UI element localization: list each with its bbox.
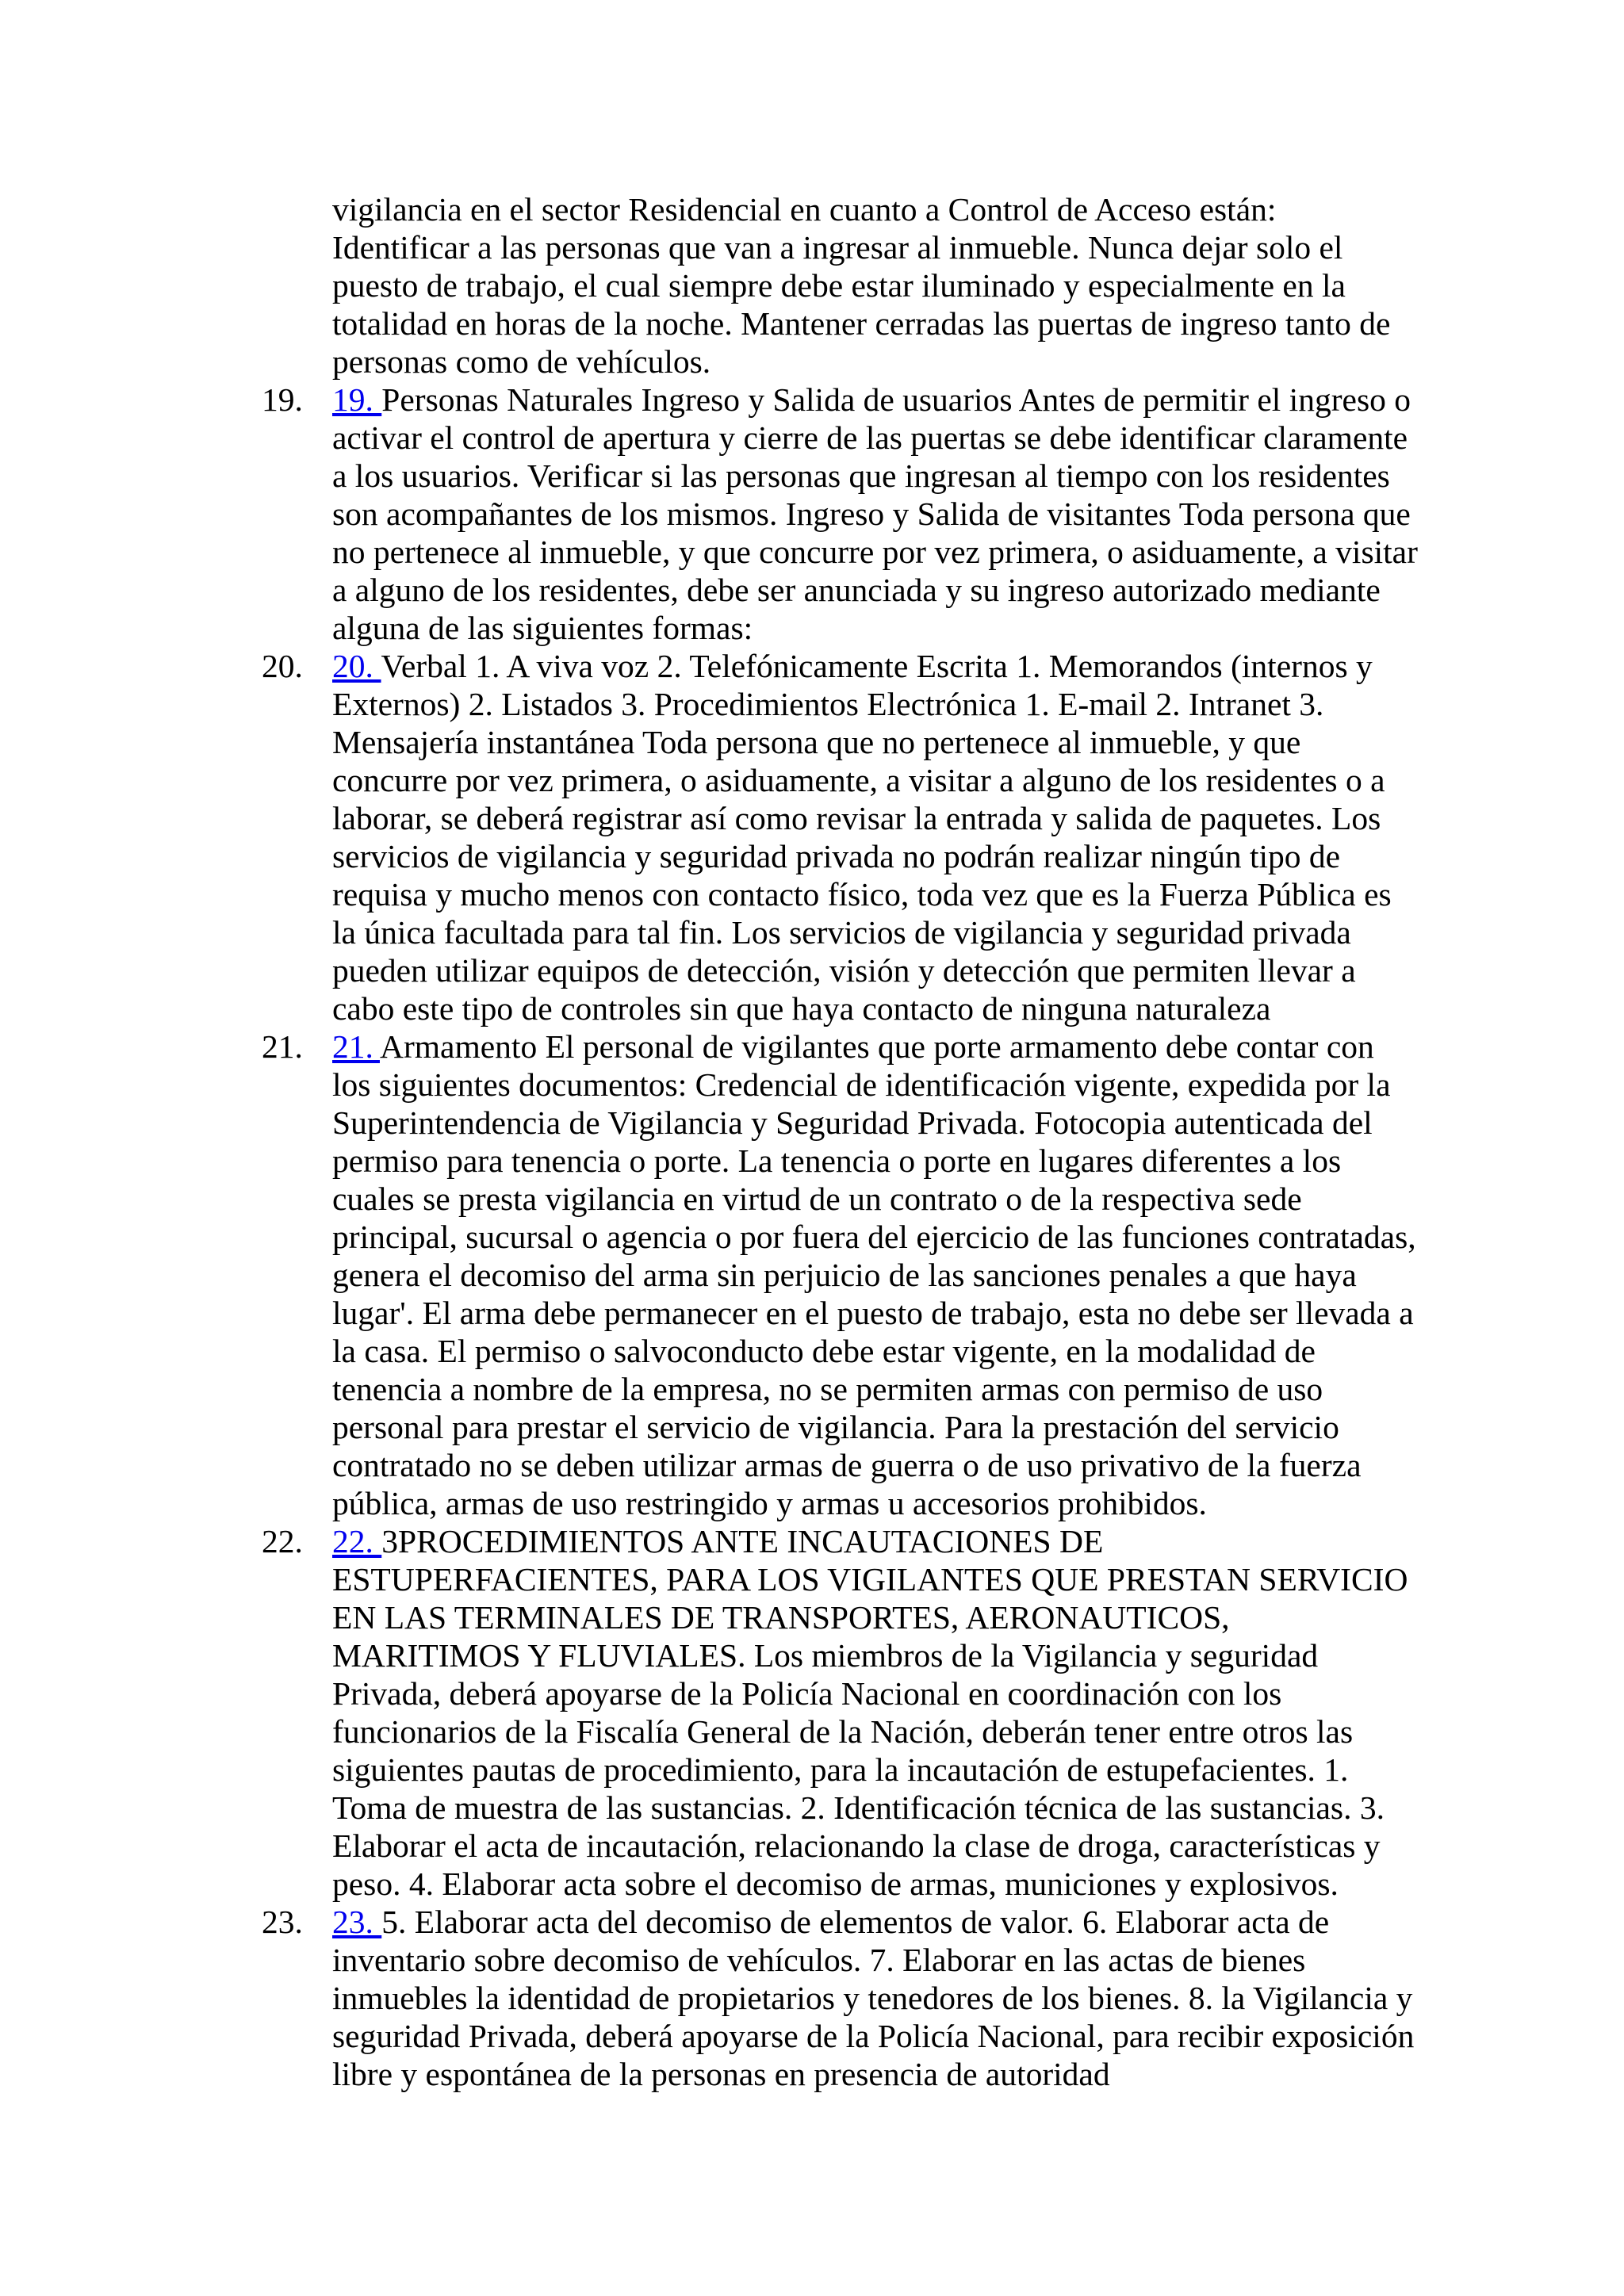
list-item-text: Armamento El personal de vigilantes que porte armamento debe contar con los siguientes documentos: Credencial de identificación vigente, expedida por la Superintendencia de Vigilancia y Seguridad Privada. Fotocopia autenticada del permiso para tenencia o porte. La tenencia o porte en lugares diferentes a los cuales se presta vigilancia en virtud de un contrato o de la respectiva sede principal, sucursal o agencia o por fuera del ejercicio de las funciones contratadas, genera el decomiso del arma sin perjuicio de las sanciones penales a que haya lugar'. El arma debe permanecer en el puesto de trabajo, esta no debe ser llevada a la casa. El permiso o salvoconducto debe estar vigente, en la modalidad de tenencia a nombre de la empresa, no se permiten armas con permiso de uso personal para prestar el servicio de vigilancia. Para la prestación del servicio contratado no se deben utilizar armas de guerra o de uso privativo de la fuerza pública, armas de uso restringido y armas u accesorios prohibidos. bbox=[332, 1028, 1416, 1521]
list-item-22 bbox=[262, 1522, 1419, 1903]
list-item-19 bbox=[262, 381, 1419, 647]
document-body bbox=[262, 190, 1419, 2093]
list-item-number: 22. bbox=[262, 1523, 303, 1559]
list-item-link-21[interactable]: 21. bbox=[332, 1028, 380, 1065]
list-item-link-23[interactable]: 23. bbox=[332, 1904, 382, 1940]
list-item-number: 23. bbox=[262, 1904, 303, 1940]
list-item-number: 20. bbox=[262, 648, 303, 684]
list-item-text: Verbal 1. A viva voz 2. Telefónicamente Escrita 1. Memorandos (internos y Externos) 2. Listados 3. Procedimientos Electrónica 1. E-mail 2. Intranet 3. Mensajería instantánea Toda persona que no pertenece al inmueble, y que concurre por vez primera, o asiduamente, a visitar a alguno de los residentes o a laborar, se deberá registrar así como revisar la entrada y salida de paquetes. Los servicios de vigilancia y seguridad privada no podrán realizar ningún tipo de requisa y mucho menos con contacto físico, toda vez que es la Fuerza Pública es la única facultada para tal fin. Los servicios de vigilancia y seguridad privada pueden utilizar equipos de detección, visión y detección que permiten llevar a cabo este tipo de controles sin que haya contacto de ninguna naturaleza bbox=[332, 648, 1392, 1027]
list-item-link-20[interactable]: 20. bbox=[332, 648, 381, 684]
list-item-link-19[interactable]: 19. bbox=[332, 381, 382, 418]
list-item-23 bbox=[262, 1903, 1419, 2093]
list-item-link-22[interactable]: 22. bbox=[332, 1523, 382, 1559]
list-item-number: 21. bbox=[262, 1028, 303, 1065]
list-item-text: Personas Naturales Ingreso y Salida de usuarios Antes de permitir el ingreso o activar el control de apertura y cierre de las puertas se debe identificar claramente a los usuarios. Verificar si las personas que ingresan al tiempo con los residentes son acompañantes de los mismos. Ingreso y Salida de visitantes Toda persona que no pertenece al inmueble, y que concurre por vez primera, o asiduamente, a visitar a alguno de los residentes, debe ser anunciada y su ingreso autorizado mediante alguna de las siguientes formas: bbox=[332, 381, 1418, 646]
list-item-21 bbox=[262, 1027, 1419, 1522]
list-item-number: 19. bbox=[262, 381, 303, 418]
list-item-20 bbox=[262, 647, 1419, 1027]
list-item-text: 5. Elaborar acta del decomiso de elementos de valor. 6. Elaborar acta de inventario sobre decomiso de vehículos. 7. Elaborar en las actas de bienes inmuebles la identidad de propietarios y tenedores de los bienes. 8. la Vigilancia y seguridad Privada, deberá apoyarse de la Policía Nacional, para recibir exposición libre y espontánea de la personas en presencia de autoridad bbox=[332, 1904, 1415, 2092]
numbered-list bbox=[262, 381, 1419, 2093]
intro-paragraph: vigilancia en el sector Residencial en cuanto a Control de Acceso están: Identificar a las personas que van a ingresar al inmueble. Nunca dejar solo el puesto de trabajo, el cual siempre debe estar iluminado y especialmente en la totalidad en horas de la noche. Mantener cerradas las puertas de ingreso tanto de personas como de vehículos. bbox=[332, 191, 1391, 380]
list-item-text: 3PROCEDIMIENTOS ANTE INCAUTACIONES DE ESTUPERFACIENTES, PARA LOS VIGILANTES QUE PRESTAN SERVICIO EN LAS TERMINALES DE TRANSPORTES, AERONAUTICOS, MARITIMOS Y FLUVIALES. Los miembros de la Vigilancia y seguridad Privada, deberá apoyarse de la Policía Nacional en coordinación con los funcionarios de la Fiscalía General de la Nación, deberán tener entre otros las siguientes pautas de procedimiento, para la incautación de estupefacientes. 1. Toma de muestra de las sustancias. 2. Identificación técnica de las sustancias. 3. Elaborar el acta de incautación, relacionando la clase de droga, características y peso. 4. Elaborar acta sobre el decomiso de armas, municiones y explosivos. bbox=[332, 1523, 1408, 1902]
